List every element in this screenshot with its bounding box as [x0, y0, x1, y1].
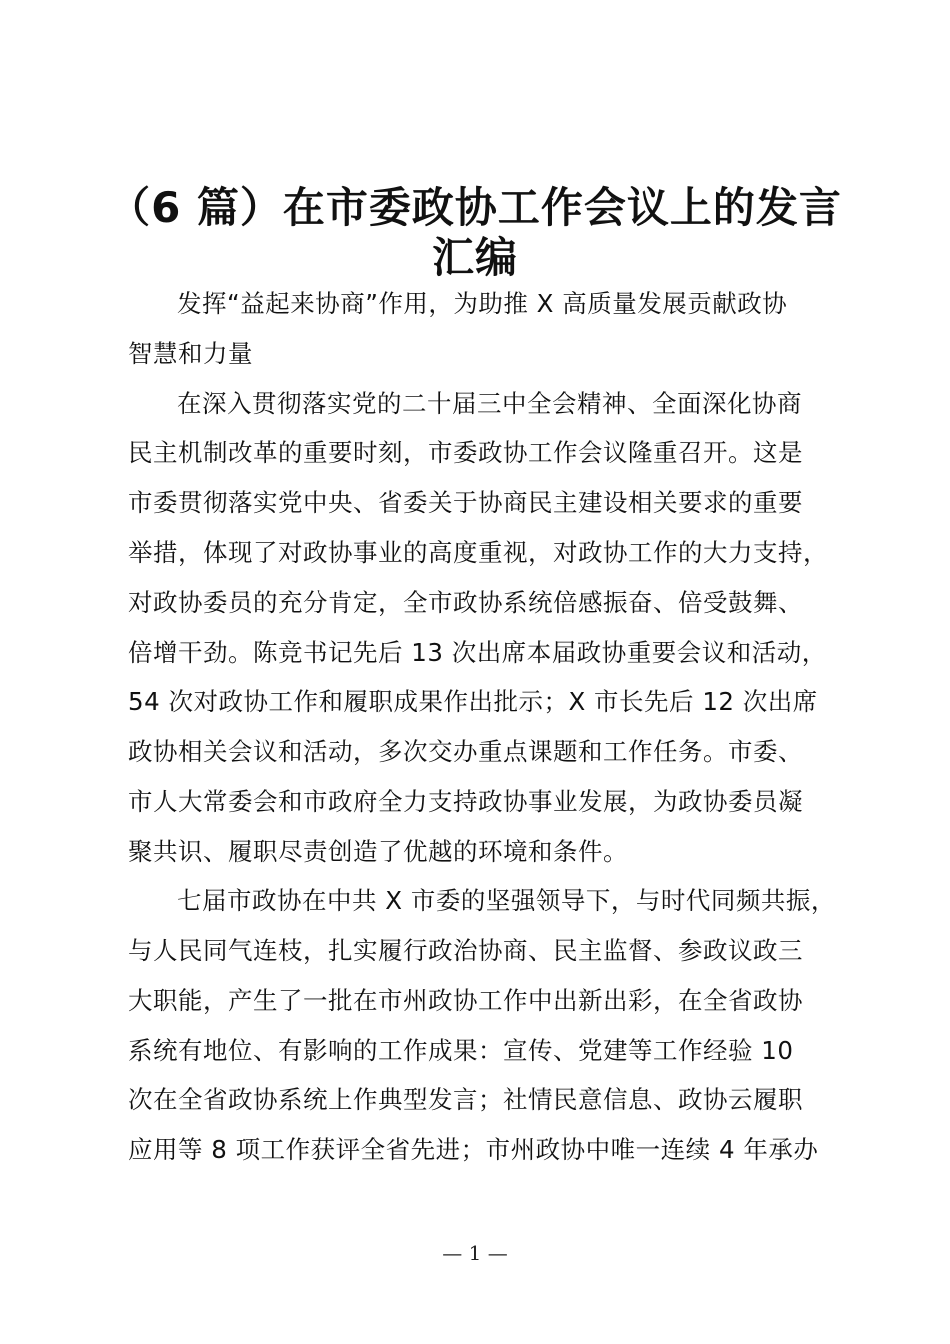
- paragraph-1-line-4: 举措，体现了对政协事业的高度重视，对政协工作的大力支持，: [128, 538, 828, 567]
- paragraph-1-line-10: 聚共识、履职尽责创造了优越的环境和条件。: [128, 837, 628, 866]
- subtitle-line-2: 智慧和力量: [128, 339, 253, 368]
- paragraph-2-line-4: 系统有地位、有影响的工作成果：宣传、党建等工作经验 10: [128, 1036, 794, 1065]
- paragraph-2-line-3: 大职能，产生了一批在市州政协工作中出新出彩，在全省政协: [128, 986, 803, 1015]
- paragraph-1-line-2: 民主机制改革的重要时刻，市委政协工作会议隆重召开。这是: [128, 438, 803, 467]
- paragraph-1-line-7: 54 次对政协工作和履职成果作出批示；X 市长先后 12 次出席: [128, 687, 818, 716]
- paragraph-2-line-2: 与人民同气连枝，扎实履行政治协商、民主监督、参政议政三: [128, 936, 803, 965]
- paragraph-2-line-1: 七届市政协在中共 X 市委的坚强领导下，与时代同频共振，: [177, 886, 836, 915]
- paragraph-1-line-5: 对政协委员的充分肯定，全市政协系统倍感振奋、倍受鼓舞、: [128, 588, 803, 617]
- paragraph-2-line-5: 次在全省政协系统上作典型发言；社情民意信息、政协云履职: [128, 1085, 803, 1114]
- page-number: — 1 —: [442, 1241, 508, 1265]
- paragraph-1-line-9: 市人大常委会和市政府全力支持政协事业发展，为政协委员凝: [128, 787, 803, 816]
- paragraph-1-line-3: 市委贯彻落实党中央、省委关于协商民主建设相关要求的重要: [128, 488, 803, 517]
- paragraph-1-line-1: 在深入贯彻落实党的二十届三中全会精神、全面深化协商: [177, 389, 802, 418]
- document-title-line-1: （6 篇）在市委政协工作会议上的发言: [108, 183, 842, 232]
- document-title-line-2: 汇编: [431, 233, 518, 282]
- paragraph-1-line-8: 政协相关会议和活动，多次交办重点课题和工作任务。市委、: [128, 737, 803, 766]
- paragraph-1-line-6: 倍增干劲。陈竞书记先后 13 次出席本届政协重要会议和活动，: [128, 638, 827, 667]
- paragraph-2-line-6: 应用等 8 项工作获评全省先进；市州政协中唯一连续 4 年承办: [128, 1135, 819, 1164]
- subtitle-line-1: 发挥“益起来协商”作用，为助推 X 高质量发展贡献政协: [177, 289, 788, 318]
